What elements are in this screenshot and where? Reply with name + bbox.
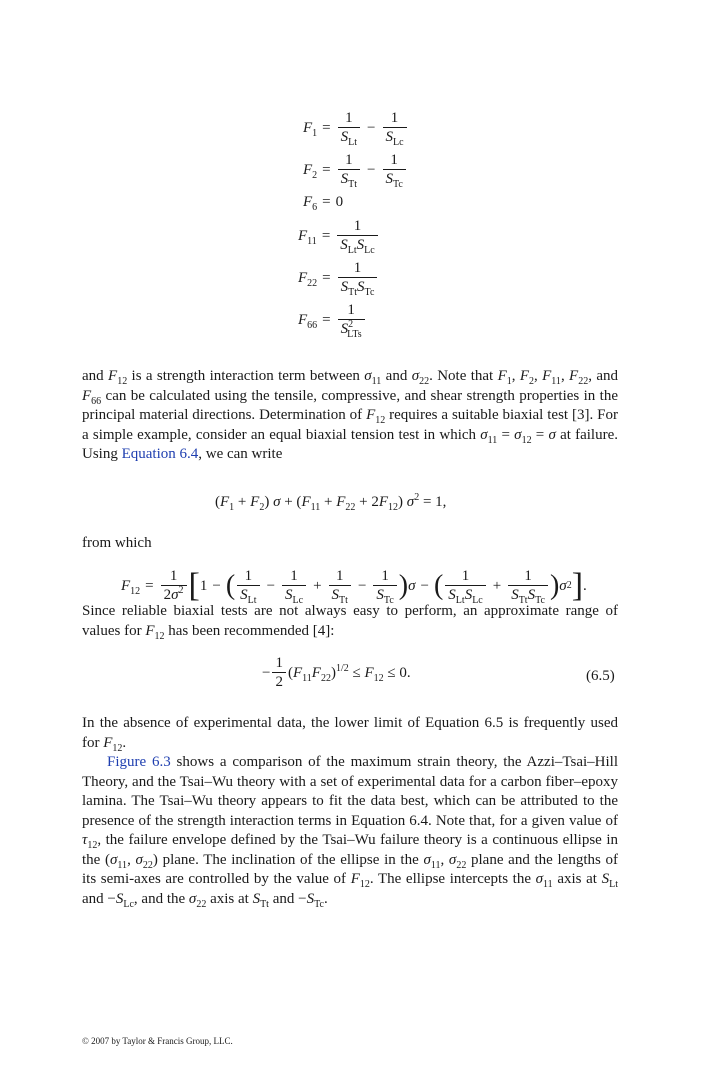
equation-6-4-link[interactable]: Equation 6.4	[121, 446, 199, 462]
equation-6-5: − $\frac{1}{2}$ $(F_{11}F_{22})^{1/2} \le F_{12} \le 0$.	[262, 655, 411, 690]
figure-6-3-link[interactable]: Figure 6.3	[107, 754, 171, 770]
copyright-footer: © 2007 by Taylor & Francis Group, LLC.	[82, 1036, 233, 1046]
paragraph-strength-interaction: and $F_{12}$ is a strength interaction term between $\sigma_{11}$ and $\sigma_{22}$. Note that $F_1$, $F_2$, $F_{11}$, $F_{22}$, and $F_{66}$ can be calculated using the tensile, compressive, and shear strength properties in the principal material directions. Determination of $F_{12}$ requires a suitable biaxial test [3]. For a simple example, consider an equal biaxial tension test in which $\sigma_{11} = \sigma_{12} = \sigma$ at failure. Using Equation 6.4, we can write	[82, 368, 618, 462]
paragraph-figure-comparison: Figure 6.3 shows a comparison of the maximum strain theory, the Azzi–Tsai–Hill Theory, and the Tsai–Wu theory with a set of experimental data for a carbon fiber–epoxy lamina. The Tsai–Wu theory appears to fit the data best, which can be attributed to the presence of the strength interaction terms in Equation 6.4. Note that, for a given value of $\tau_{12}$, the failure envelope defined by the Tsai–Wu failure theory is a continuous ellipse in the ($\sigma_{11}$, $\sigma_{22}$) plane. The inclination of the ellipse in the $\sigma_{11}$, $\sigma_{22}$ plane and the lengths of its semi-axes are controlled by the value of $F_{12}$. The ellipse intercepts the $\sigma_{11}$ axis at $S_{Lt}$ and $-S_{Lc}$, and the $\sigma_{22}$ axis at $S_{Tt}$ and $-S_{Tc}$.	[82, 754, 619, 910]
equation-biaxial: $(F_1 + F_2) \sigma + (F_{11} + F_{22} + 2F_{12}) \sigma^2 = 1$,	[215, 492, 447, 513]
equation-number: (6.5)	[586, 668, 615, 684]
equation-f6: $F_6$ = 0	[303, 194, 344, 213]
equation-f1: $F_1$ = $\frac{1}{S_{Lt}}$ − $\frac{1}{S_{Lc}}$	[303, 110, 409, 146]
equation-f22: $F_{22}$ = $\frac{1}{S_{Tt}S_{Tc}}$	[298, 260, 379, 296]
equation-f66: $F_{66}$ = $\frac{1}{S^2_{LTs}}$	[298, 302, 367, 338]
paragraph-lower-limit: In the absence of experimental data, the lower limit of Equation 6.5 is frequently used for $F_{12}$.	[82, 715, 618, 754]
equation-f11: $F_{11}$ = $\frac{1}{S_{Lt}S_{Lc}}$	[298, 218, 380, 254]
equation-f12: $F_{12}$ = $\frac{1}{2\sigma^2}$ [ 1 − ( $\frac{1}{S_{Lt}}$ − $\frac{1}{S_{Lc}}$ + $\frac{1}{S_{Tt}}$ − $\frac{1}{S_{Tc}}$ ) σ − ( $\frac{1}{S_{Lt}S_{Lc}}$ + $\frac{1}{S_{Tt}S_{Tc}}$ ) σ 2 ] .	[121, 567, 587, 606]
equation-f2: $F_2$ = $\frac{1}{S_{Tt}}$ − $\frac{1}{S_{Tc}}$	[303, 152, 408, 188]
paragraph-biaxial-range: Since reliable biaxial tests are not always easy to perform, an approximate range of values for $F_{12}$ has been recommended [4]:	[82, 603, 618, 642]
paragraph-from-which: from which	[82, 535, 152, 551]
